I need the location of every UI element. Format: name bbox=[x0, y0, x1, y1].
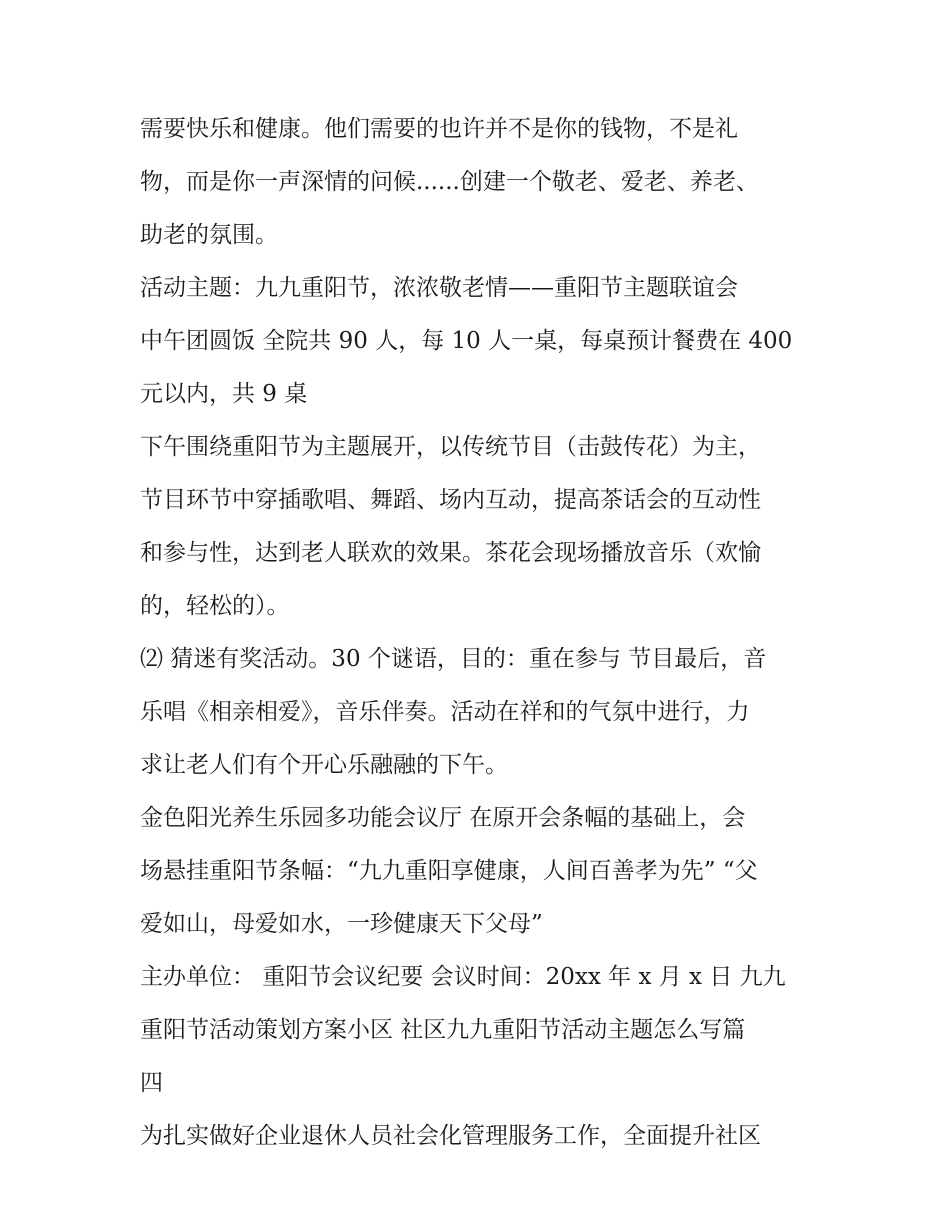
text-line: ⑵ 猜迷有奖活动。30 个谜语，目的：重在参与 节目最后，音 bbox=[140, 646, 767, 672]
text-line: 求让老人们有个开心乐融融的下午。 bbox=[140, 752, 508, 778]
text-line: 金色阳光养生乐园多功能会议厅 在原开会条幅的基础上，会 bbox=[140, 805, 746, 831]
text-line: 活动主题：九九重阳节，浓浓敬老情——重阳节主题联谊会 bbox=[140, 275, 738, 301]
text-line: 下午围绕重阳节为主题展开，以传统节目（击鼓传花）为主， bbox=[140, 434, 761, 460]
text-line: 中午团圆饭 全院共 90 人，每 10 人一桌，每桌预计餐费在 400 bbox=[140, 328, 793, 354]
text-line: 物，而是你一声深情的问候......创建一个敬老、爱老、养老、 bbox=[140, 169, 759, 195]
text-line: 重阳节活动策划方案小区 社区九九重阳节活动主题怎么写篇 bbox=[140, 1017, 746, 1043]
text-line: 爱如山，母爱如水，一珍健康天下父母” bbox=[140, 911, 543, 937]
text-line: 四 bbox=[140, 1070, 163, 1096]
text-line: 节目环节中穿插歌唱、舞蹈、场内互动，提高茶话会的互动性 bbox=[140, 487, 761, 513]
text-line: 场悬挂重阳节条幅：“九九重阳享健康，人间百善孝为先” “父 bbox=[140, 858, 758, 884]
text-line: 主办单位： 重阳节会议纪要 会议时间：20xx 年 x 月 x 日 九九 bbox=[140, 964, 786, 990]
text-line: 乐唱《相亲相爱》，音乐伴奏。活动在祥和的气氛中进行，力 bbox=[140, 699, 750, 725]
text-line: 助老的氛围。 bbox=[140, 222, 278, 248]
text-line: 需要快乐和健康。他们需要的也许并不是你的钱物，不是礼 bbox=[140, 116, 738, 142]
text-line: 的，轻松的）。 bbox=[140, 593, 290, 619]
text-line: 为扎实做好企业退休人员社会化管理服务工作，全面提升社区 bbox=[140, 1123, 761, 1149]
document-body bbox=[140, 103, 820, 1163]
text-line: 元以内，共 9 桌 bbox=[140, 381, 308, 407]
text-line: 和参与性，达到老人联欢的效果。茶花会现场播放音乐（欢愉 bbox=[140, 540, 761, 566]
